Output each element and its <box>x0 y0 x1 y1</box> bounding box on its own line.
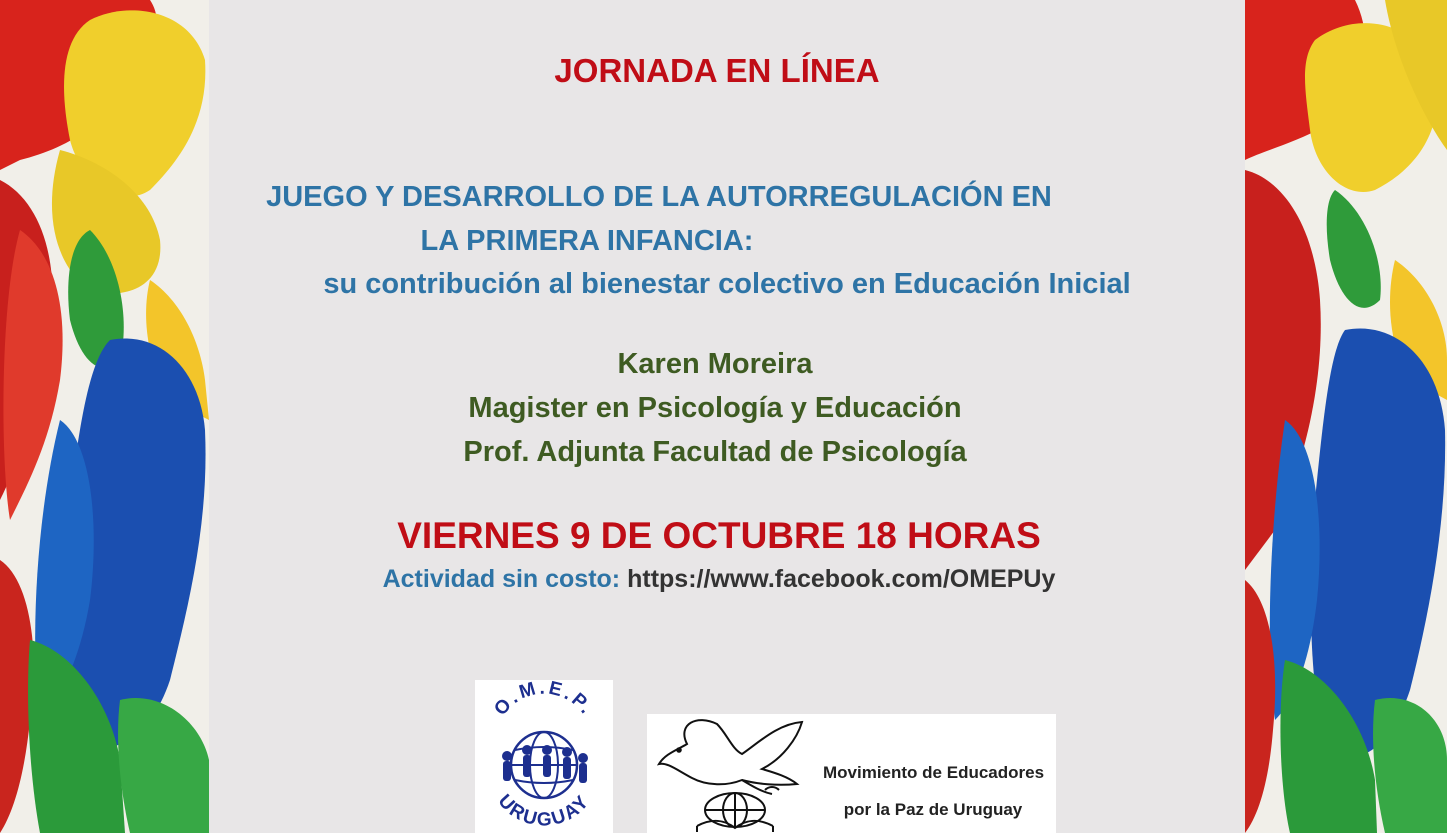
mep-name-line-2: por la Paz de Uruguay <box>843 800 1023 819</box>
cost-label: Actividad sin costo: <box>382 565 621 593</box>
omep-logo <box>475 680 613 833</box>
event-title-line-1: JUEGO Y DESARROLLO DE LA AUTORREGULACIÓN EN <box>266 181 1052 213</box>
facebook-link[interactable]: https://www.facebook.com/OMEPUy <box>627 565 1056 593</box>
event-title-line-2: LA PRIMERA INFANCIA: <box>420 225 754 257</box>
speaker-degree: Magister en Psicología y Educación <box>468 392 962 424</box>
cost-line <box>201 565 1237 594</box>
paint-strokes-left <box>0 0 209 833</box>
painted-border-right <box>1245 0 1447 833</box>
svg-text:URUGUAY <box>494 791 595 831</box>
speaker-name: Karen Moreira <box>617 348 813 380</box>
event-heading: JORNADA EN LÍNEA <box>554 52 880 89</box>
mep-name-line-1: Movimiento de Educadores <box>823 763 1045 782</box>
svg-text:O.M.E.P. <box>490 680 598 720</box>
event-subtitle: su contribución al bienestar colectivo en Educación Inicial <box>323 268 1131 300</box>
mep-logo <box>647 714 1056 833</box>
painted-border-left <box>0 0 209 833</box>
speaker-role: Prof. Adjunta Facultad de Psicología <box>463 436 967 468</box>
paint-strokes-right <box>1245 0 1447 833</box>
omep-bottom-text: URUGUAY <box>493 790 595 831</box>
event-datetime: VIERNES 9 DE OCTUBRE 18 HORAS <box>397 515 1041 556</box>
content-panel <box>209 0 1245 833</box>
omep-globe-children-icon <box>475 680 613 833</box>
omep-top-text: O.M.E.P. <box>490 680 599 720</box>
dove-globe-book-icon <box>647 714 822 833</box>
